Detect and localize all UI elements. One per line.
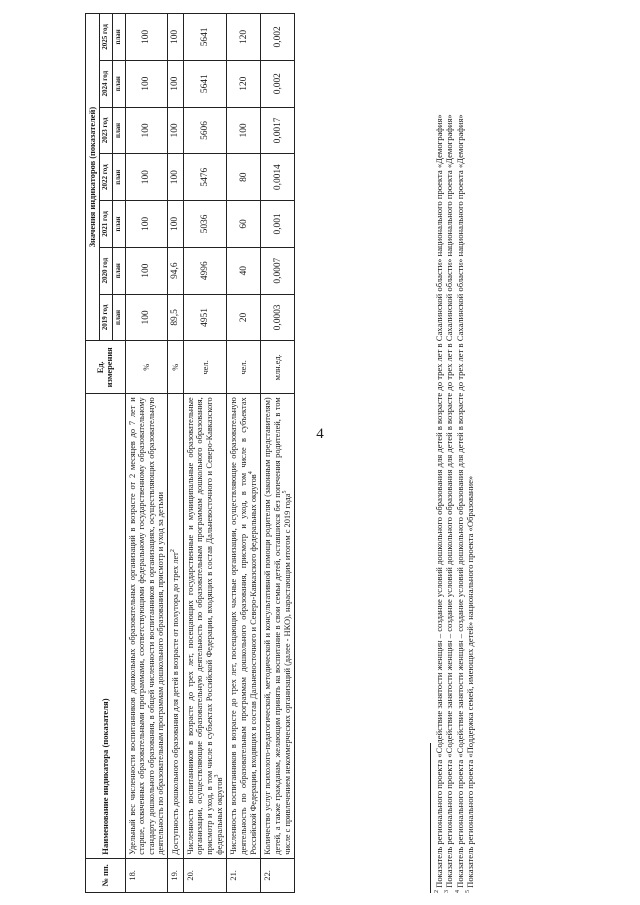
footnote-ref: 3 <box>214 773 221 777</box>
col-values-group-header: Значения индикаторов (показателей) <box>86 13 100 340</box>
indicator-value: 80 <box>227 153 261 200</box>
indicator-value: 100 <box>168 200 184 247</box>
indicator-value: 120 <box>227 13 261 60</box>
indicator-value: 40 <box>227 247 261 294</box>
col-no-header: № пп. <box>86 858 126 892</box>
indicator-name-text: Численность воспитанников в возрасте до трех лет, посещающих государственные и муниципальные образовательные организации, осуществляющие образовательную деятельность по образовательным программам дошкольного образования, присмотр и уход, в том числе в субъектах Российской Федерации, входящих в состав Дальневосточного и Северо-Кавказского федеральных округов <box>186 396 225 855</box>
indicator-name-text: Удельный вес численности воспитанников дошкольных образовательных организаций в возрасте от 2 месяцев до 7 лет и старше, охваченных образовательными программами, соответствующими федеральному государственному образовательному стандарту дошкольного образования, в общей численности воспитанников в организациях, осуществляющих образовательную деятельность по образовательным программам дошкольного образования, присмотр и уход за детьми <box>127 396 166 855</box>
year-header: 2025 год <box>100 13 113 60</box>
indicator-value: 5036 <box>184 200 227 247</box>
table-row <box>184 13 227 892</box>
indicator-value: 100 <box>125 200 168 247</box>
indicator-value: 0,002 <box>261 60 295 107</box>
table-row <box>168 13 184 892</box>
indicator-value: 0,0007 <box>261 247 295 294</box>
indicator-value: 5606 <box>184 107 227 154</box>
plan-header: план <box>113 107 126 154</box>
indicator-value: 60 <box>227 200 261 247</box>
indicator-value: 5641 <box>184 13 227 60</box>
table-row <box>261 13 295 892</box>
year-header: 2023 год <box>100 107 113 154</box>
plan-header: план <box>113 247 126 294</box>
indicator-value: 4951 <box>184 294 227 341</box>
indicator-unit: чел. <box>184 340 227 393</box>
footnote-ref: 5 <box>282 489 289 493</box>
indicator-value: 100 <box>125 294 168 341</box>
indicator-value: 94,6 <box>168 247 184 294</box>
year-header: 2020 год <box>100 247 113 294</box>
indicator-value: 0,0017 <box>261 107 295 154</box>
footnote <box>434 13 444 893</box>
indicator-name <box>125 393 168 857</box>
year-header: 2024 год <box>100 60 113 107</box>
table-row <box>227 13 261 892</box>
indicators-table <box>85 13 295 893</box>
indicator-value: 0,0014 <box>261 153 295 200</box>
indicator-value: 100 <box>168 153 184 200</box>
col-name-header: Наименование индикатора (показателя) <box>86 393 126 857</box>
row-number: 18. <box>125 858 168 892</box>
indicator-name <box>184 393 227 857</box>
indicator-name-text: Численность воспитанников в возрасте до трех лет, посещающих частные организации, осуществляющие образовательную деятельность по образовательным программам дошкольного образования, присмотр и уход, в том числе в субъектах Российской Федерации, входящих в состав Дальневосточного и Северо-Кавказского федеральных округов <box>229 396 259 855</box>
indicator-unit: % <box>125 340 168 393</box>
footnote <box>465 13 475 893</box>
year-header: 2022 год <box>100 153 113 200</box>
footnote-ref: 4 <box>248 470 255 474</box>
indicator-value: 100 <box>168 107 184 154</box>
row-number: 22. <box>261 858 295 892</box>
footnote-text: Показатель регионального проекта «Поддержка семей, имеющих детей» национального проекта «Образование» <box>465 475 476 888</box>
year-header: 2019 год <box>100 294 113 341</box>
footnote <box>455 13 465 893</box>
indicator-unit: млн.ед. <box>261 340 295 393</box>
indicator-value: 100 <box>125 60 168 107</box>
indicator-value: 100 <box>168 60 184 107</box>
plan-header: план <box>113 200 126 247</box>
indicator-value: 5476 <box>184 153 227 200</box>
indicator-value: 89,5 <box>168 294 184 341</box>
indicator-value: 100 <box>168 13 184 60</box>
header-row-top <box>86 13 100 892</box>
rotated-content <box>85 13 555 893</box>
indicator-value: 0,0003 <box>261 294 295 341</box>
footnote-text: Показатель регионального проекта «Содействие занятости женщин – создание условий дошкольного образования для детей в возрасте до трех лет в Сахалинской области» национального проекта «Демография» <box>454 113 465 888</box>
indicator-value: 5641 <box>184 60 227 107</box>
footnotes <box>430 13 476 893</box>
indicator-name <box>227 393 261 857</box>
indicator-value: 0,002 <box>261 13 295 60</box>
indicator-name <box>168 393 184 857</box>
year-header: 2021 год <box>100 200 113 247</box>
plan-header: план <box>113 60 126 107</box>
indicator-value: 0,001 <box>261 200 295 247</box>
indicator-value: 100 <box>125 107 168 154</box>
footnote-mark: 2 <box>434 889 441 893</box>
col-unit-header: Ед. измерения <box>86 340 126 393</box>
indicator-name-text: Количество услуг психолого-педагогической, методической и консультативной помощи родителям (законным представителям) детей, а также гражданам, желающим принять на воспитание в свои семьи детей, оставшихся без попечения родителей, в том числе с привлечением некоммерческих организаций (далее - НКО), нарастающим итогом с 2019 года <box>263 396 293 855</box>
indicator-value: 100 <box>125 153 168 200</box>
footnote-mark: 3 <box>444 889 451 893</box>
footnote-ref: 2 <box>170 548 177 552</box>
table-row <box>125 13 168 892</box>
indicator-value: 100 <box>125 247 168 294</box>
indicator-unit: чел. <box>227 340 261 393</box>
indicator-value: 20 <box>227 294 261 341</box>
indicator-name <box>261 393 295 857</box>
indicator-name-text: Доступность дошкольного образования для детей в возрасте от полутора до трех лет <box>171 551 181 855</box>
footnote <box>444 13 454 893</box>
footnote-text: Показатель регионального проекта «Содействие занятости женщин – создание условий дошкольного образования для детей в возрасте до трех лет в Сахалинской области» национального проекта «Демография» <box>434 113 444 888</box>
indicator-value: 100 <box>227 107 261 154</box>
row-number: 19. <box>168 858 184 892</box>
indicator-value: 100 <box>125 13 168 60</box>
row-number: 21. <box>227 858 261 892</box>
footnote-mark: 4 <box>455 889 462 893</box>
row-number: 20. <box>184 858 227 892</box>
footnote-separator <box>430 743 431 893</box>
footnote-text: Показатель регионального проекта «Содействие занятости женщин – создание условий дошкольного образования для детей в возрасте до трех лет в Сахалинской области» национального проекта «Демография» <box>444 113 455 888</box>
indicator-value: 120 <box>227 60 261 107</box>
plan-header: план <box>113 294 126 341</box>
footnote-mark: 5 <box>465 889 472 893</box>
indicator-unit: % <box>168 340 184 393</box>
plan-header: план <box>113 13 126 60</box>
plan-header: план <box>113 153 126 200</box>
indicators-table-wrapper <box>85 13 295 893</box>
indicator-value: 4996 <box>184 247 227 294</box>
page-number: 4 <box>316 426 324 442</box>
